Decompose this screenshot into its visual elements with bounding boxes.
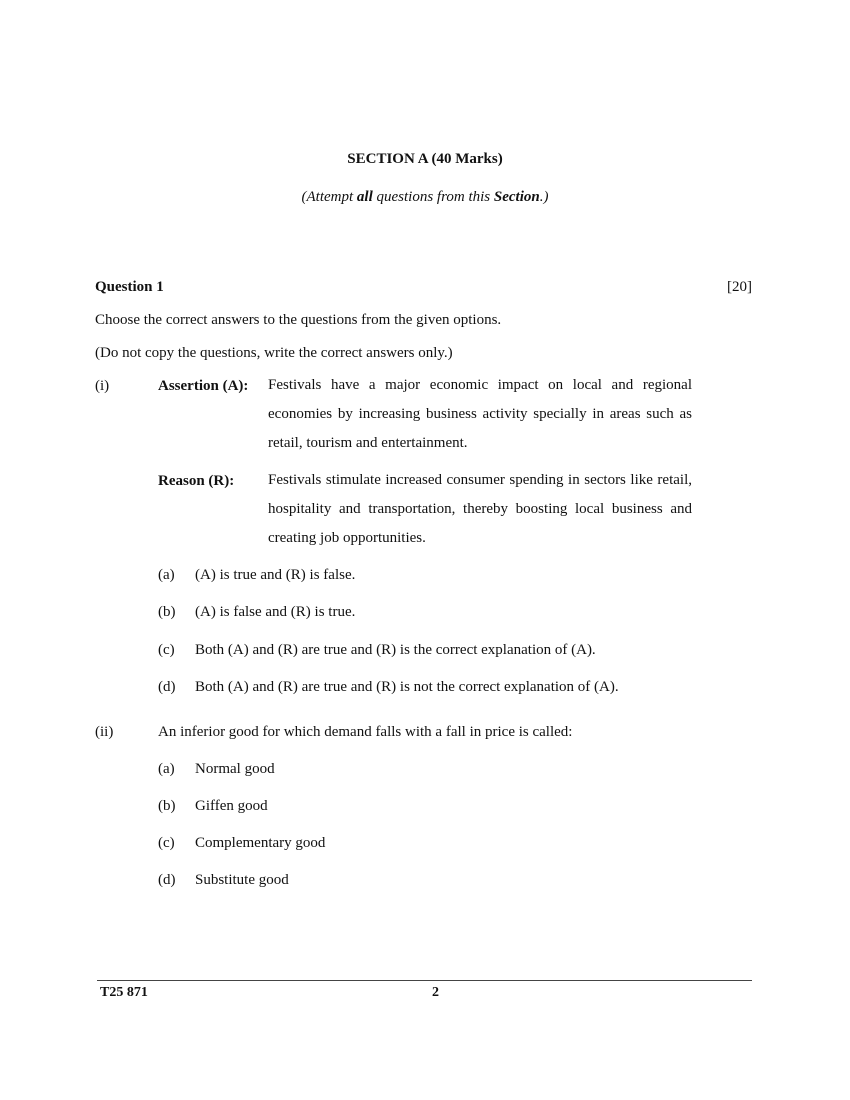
page-number: 2 <box>432 985 439 1000</box>
option-letter: (a) <box>158 761 175 777</box>
subquestion-text-ii: An inferior good for which demand falls with a fall in price is called: <box>158 724 573 740</box>
section-title: SECTION A (40 Marks) <box>347 151 503 167</box>
question-marks: [20] <box>727 279 752 295</box>
option-letter: (c) <box>158 642 175 658</box>
footer-divider <box>97 980 752 981</box>
question-title: Question 1 <box>95 279 164 295</box>
option-text: (A) is false and (R) is true. <box>195 604 356 620</box>
subquestion-number-ii: (ii) <box>95 724 114 740</box>
option-letter: (d) <box>158 872 176 888</box>
option-text: Both (A) and (R) are true and (R) is the correct explanation of (A). <box>195 642 596 658</box>
option-text: Substitute good <box>195 872 289 888</box>
instruction-mid: questions from this <box>372 189 494 205</box>
option-letter: (b) <box>158 798 176 814</box>
instruction-post: .) <box>539 189 549 205</box>
assertion-label: Assertion (A): <box>158 378 249 394</box>
question-instruction-2: (Do not copy the questions, write the correct answers only.) <box>95 345 453 361</box>
option-text: Complementary good <box>195 835 326 851</box>
option-text: Both (A) and (R) are true and (R) is not the correct explanation of (A). <box>195 679 619 695</box>
question-instruction-1: Choose the correct answers to the questions from the given options. <box>95 312 502 328</box>
instruction-pre: (Attempt <box>301 189 357 205</box>
reason-text: Festivals stimulate increased consumer spending in sectors like retail, hospitality and transportation, thereby boosting local business and creating job opportunities. <box>268 472 692 546</box>
instruction-all: all <box>356 189 373 205</box>
instruction-section: Section <box>493 189 540 205</box>
option-letter: (a) <box>158 567 175 583</box>
option-text: Normal good <box>195 761 275 777</box>
option-text: (A) is true and (R) is false. <box>195 567 356 583</box>
option-letter: (b) <box>158 604 176 620</box>
option-letter: (c) <box>158 835 175 851</box>
reason-label: Reason (R): <box>158 473 235 489</box>
option-letter: (d) <box>158 679 176 695</box>
subquestion-number-i: (i) <box>95 378 110 394</box>
assertion-text: Festivals have a major economic impact on local and regional economies by increasing business activity specially in areas such as retail, tourism and entertainment. <box>268 377 692 451</box>
paper-code: T25 871 <box>100 985 148 1000</box>
option-text: Giffen good <box>195 798 268 814</box>
section-instruction <box>0 189 850 206</box>
